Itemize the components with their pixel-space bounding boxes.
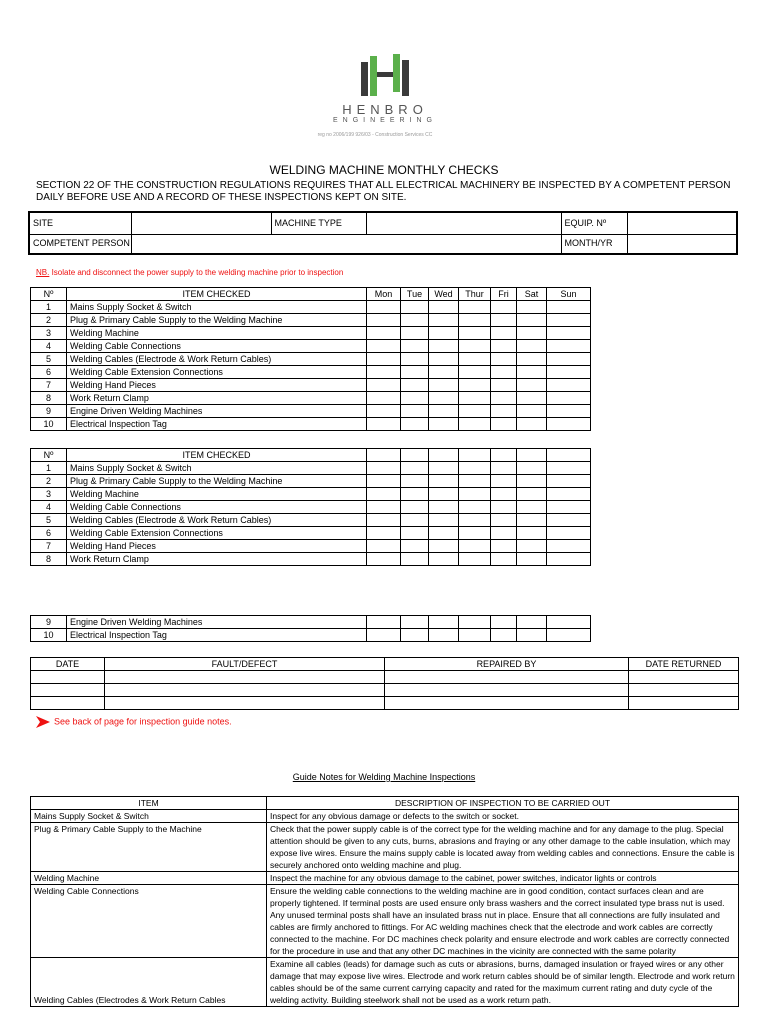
guide-row bbox=[31, 958, 739, 1007]
check-day-cell[interactable] bbox=[401, 314, 429, 327]
check-row-no: 10 bbox=[31, 418, 67, 431]
check-row bbox=[31, 327, 591, 340]
check-row-no: 6 bbox=[31, 527, 67, 540]
logo-brand: HENBRO bbox=[342, 102, 428, 117]
check-row-item: Welding Machine bbox=[67, 327, 367, 340]
note-text: Isolate and disconnect the power supply to the welding machine prior to inspection bbox=[49, 268, 344, 277]
check-day-cell[interactable] bbox=[429, 514, 459, 527]
check-day-cell[interactable] bbox=[429, 327, 459, 340]
guide-row bbox=[31, 885, 739, 958]
check-day-cell[interactable] bbox=[459, 327, 491, 340]
check-day-cell[interactable] bbox=[459, 527, 491, 540]
check-day-cell[interactable] bbox=[401, 366, 429, 379]
arrow-right-icon bbox=[36, 716, 50, 728]
check-day-cell[interactable] bbox=[429, 353, 459, 366]
check-day-cell[interactable] bbox=[367, 301, 401, 314]
check-day-cell[interactable] bbox=[517, 392, 547, 405]
fault-header-returned: DATE RETURNED bbox=[629, 658, 739, 671]
month-yr-field[interactable] bbox=[627, 234, 737, 254]
check-table-1 bbox=[30, 287, 591, 431]
check-row-no: 6 bbox=[31, 366, 67, 379]
check-day-cell[interactable] bbox=[459, 475, 491, 488]
fault-row bbox=[31, 697, 739, 710]
check-day-cell[interactable] bbox=[517, 340, 547, 353]
fault-cell[interactable] bbox=[105, 684, 385, 697]
fault-cell[interactable] bbox=[385, 671, 629, 684]
check-row bbox=[31, 405, 591, 418]
check-row-item: Welding Machine bbox=[67, 488, 367, 501]
guide-row bbox=[31, 823, 739, 872]
check-row-no: 1 bbox=[31, 301, 67, 314]
check-day-cell[interactable] bbox=[367, 527, 401, 540]
check-day-cell[interactable] bbox=[491, 405, 517, 418]
check-day-cell[interactable] bbox=[491, 379, 517, 392]
check-day-cell[interactable] bbox=[367, 353, 401, 366]
check-day-cell[interactable] bbox=[491, 514, 517, 527]
check-header-day bbox=[401, 449, 429, 462]
see-back-text: See back of page for inspection guide notes. bbox=[54, 716, 232, 727]
check-day-cell[interactable] bbox=[517, 553, 547, 566]
check-day-cell[interactable] bbox=[367, 366, 401, 379]
check-day-cell[interactable] bbox=[401, 475, 429, 488]
check-day-cell[interactable] bbox=[429, 314, 459, 327]
check-day-cell[interactable] bbox=[547, 314, 591, 327]
check-day-cell[interactable] bbox=[401, 379, 429, 392]
check-day-cell[interactable] bbox=[367, 514, 401, 527]
check-day-cell[interactable] bbox=[517, 405, 547, 418]
check-day-cell[interactable] bbox=[401, 392, 429, 405]
check-day-cell[interactable] bbox=[401, 501, 429, 514]
check-row-item: Welding Cable Connections bbox=[67, 501, 367, 514]
check-day-cell[interactable] bbox=[429, 616, 459, 629]
check-day-cell[interactable] bbox=[459, 366, 491, 379]
guide-row bbox=[31, 872, 739, 885]
check-day-cell[interactable] bbox=[547, 340, 591, 353]
logo-reg: reg no 2006/199 926/03 - Construction Services CC bbox=[317, 132, 433, 138]
check-day-cell[interactable] bbox=[429, 418, 459, 431]
check-row bbox=[31, 553, 591, 566]
check-day-cell[interactable] bbox=[491, 616, 517, 629]
check-header-day: Sat bbox=[517, 288, 547, 301]
check-day-cell[interactable] bbox=[367, 418, 401, 431]
company-logo bbox=[300, 50, 470, 145]
check-day-cell[interactable] bbox=[367, 540, 401, 553]
check-day-cell[interactable] bbox=[429, 379, 459, 392]
guide-desc: Inspect the machine for any obvious damage to the cabinet, power switches, indicator lights or controls bbox=[267, 872, 739, 885]
check-row-no: 4 bbox=[31, 501, 67, 514]
check-day-cell[interactable] bbox=[459, 629, 491, 642]
check-header-no: Nº bbox=[31, 449, 67, 462]
check-day-cell[interactable] bbox=[517, 475, 547, 488]
check-day-cell[interactable] bbox=[517, 527, 547, 540]
check-row-item: Engine Driven Welding Machines bbox=[67, 616, 367, 629]
check-row-no: 10 bbox=[31, 629, 67, 642]
check-row bbox=[31, 488, 591, 501]
fault-cell[interactable] bbox=[629, 671, 739, 684]
check-day-cell[interactable] bbox=[547, 501, 591, 514]
guide-row bbox=[31, 810, 739, 823]
check-row-no: 8 bbox=[31, 553, 67, 566]
check-row-no: 8 bbox=[31, 392, 67, 405]
check-row-item: Work Return Clamp bbox=[67, 392, 367, 405]
check-row-item: Mains Supply Socket & Switch bbox=[67, 301, 367, 314]
check-day-cell[interactable] bbox=[459, 462, 491, 475]
check-day-cell[interactable] bbox=[367, 462, 401, 475]
check-row bbox=[31, 392, 591, 405]
check-header-day: Sun bbox=[547, 288, 591, 301]
check-day-cell[interactable] bbox=[547, 540, 591, 553]
check-day-cell[interactable] bbox=[547, 353, 591, 366]
check-day-cell[interactable] bbox=[401, 488, 429, 501]
fault-table bbox=[30, 657, 739, 710]
check-day-cell[interactable] bbox=[547, 379, 591, 392]
check-header-no: Nº bbox=[31, 288, 67, 301]
check-day-cell[interactable] bbox=[547, 616, 591, 629]
check-day-cell[interactable] bbox=[459, 314, 491, 327]
check-day-cell[interactable] bbox=[429, 301, 459, 314]
check-day-cell[interactable] bbox=[429, 392, 459, 405]
guide-desc: Ensure the welding cable connections to the welding machine are in good condition, contact surfaces clean and are properly tightened. If terminal posts are used ensure only brass washers and the correct insulated type brass nut is used. Any unused terminal posts shall have an insulated brass nut in place. Ensure that all connections are fully insulated and cables are firmly anchored to fittings. For AC welding machines check that the electrode and work cables are correctly connected to the machine. For DC machines check polarity and ensure electrode and work cables are correctly connected for the procedure in use and that any other DC machines in the vicinity are connected with the same polarity bbox=[267, 885, 739, 958]
check-row-item: Work Return Clamp bbox=[67, 553, 367, 566]
check-row bbox=[31, 527, 591, 540]
fault-cell[interactable] bbox=[385, 684, 629, 697]
check-day-cell[interactable] bbox=[517, 379, 547, 392]
check-row-no: 3 bbox=[31, 488, 67, 501]
check-day-cell[interactable] bbox=[367, 475, 401, 488]
check-day-cell[interactable] bbox=[547, 475, 591, 488]
check-day-cell[interactable] bbox=[367, 314, 401, 327]
check-table-2-continued bbox=[30, 615, 591, 642]
competent-person-label: COMPETENT PERSON bbox=[29, 234, 131, 254]
check-row-no: 7 bbox=[31, 379, 67, 392]
check-row-no: 1 bbox=[31, 462, 67, 475]
check-day-cell[interactable] bbox=[547, 392, 591, 405]
check-day-cell[interactable] bbox=[429, 488, 459, 501]
guide-item: Welding Cable Connections bbox=[31, 885, 267, 958]
guide-header-desc: DESCRIPTION OF INSPECTION TO BE CARRIED OUT bbox=[267, 797, 739, 810]
fault-cell[interactable] bbox=[105, 697, 385, 710]
check-row bbox=[31, 418, 591, 431]
guide-header-item: ITEM bbox=[31, 797, 267, 810]
check-day-cell[interactable] bbox=[401, 418, 429, 431]
check-row bbox=[31, 501, 591, 514]
check-day-cell[interactable] bbox=[517, 540, 547, 553]
fault-cell[interactable] bbox=[105, 671, 385, 684]
guide-item: Welding Machine bbox=[31, 872, 267, 885]
machine-type-field[interactable] bbox=[366, 212, 561, 234]
check-day-cell[interactable] bbox=[401, 540, 429, 553]
intro-text: SECTION 22 OF THE CONSTRUCTION REGULATIONS REQUIRES THAT ALL ELECTRICAL MACHINERY BE INSPECTED BY A COMPETENT PERSON DAILY BEFORE USE AND A RECORD OF THESE INSPECTIONS KEPT ON SITE. bbox=[36, 180, 731, 203]
check-row-no: 2 bbox=[31, 314, 67, 327]
check-row-item: Welding Cables (Electrode & Work Return Cables) bbox=[67, 353, 367, 366]
check-day-cell[interactable] bbox=[491, 327, 517, 340]
check-row-item: Welding Cables (Electrode & Work Return Cables) bbox=[67, 514, 367, 527]
nb-label: NB. bbox=[36, 268, 50, 277]
check-row bbox=[31, 616, 591, 629]
check-day-cell[interactable] bbox=[367, 629, 401, 642]
fault-cell[interactable] bbox=[629, 684, 739, 697]
check-day-cell[interactable] bbox=[547, 366, 591, 379]
check-day-cell[interactable] bbox=[401, 514, 429, 527]
month-yr-label: MONTH/YR bbox=[561, 234, 627, 254]
see-back-note bbox=[36, 716, 232, 728]
header-form bbox=[28, 211, 738, 255]
check-day-cell[interactable] bbox=[547, 405, 591, 418]
check-row-item: Welding Hand Pieces bbox=[67, 379, 367, 392]
check-day-cell[interactable] bbox=[367, 501, 401, 514]
check-row-item: Mains Supply Socket & Switch bbox=[67, 462, 367, 475]
fault-cell[interactable] bbox=[629, 697, 739, 710]
check-day-cell[interactable] bbox=[459, 418, 491, 431]
check-day-cell[interactable] bbox=[491, 353, 517, 366]
check-day-cell[interactable] bbox=[459, 379, 491, 392]
check-header-day: Mon bbox=[367, 288, 401, 301]
check-day-cell[interactable] bbox=[517, 488, 547, 501]
check-day-cell[interactable] bbox=[517, 353, 547, 366]
check-day-cell[interactable] bbox=[367, 405, 401, 418]
check-day-cell[interactable] bbox=[429, 553, 459, 566]
check-row-item: Electrical Inspection Tag bbox=[67, 629, 367, 642]
check-header-day bbox=[517, 449, 547, 462]
check-row bbox=[31, 629, 591, 642]
henbro-logo-icon bbox=[355, 50, 415, 100]
logo-sub: ENGINEERING bbox=[332, 117, 437, 124]
check-day-cell[interactable] bbox=[367, 327, 401, 340]
check-row-no: 5 bbox=[31, 353, 67, 366]
check-day-cell[interactable] bbox=[401, 405, 429, 418]
check-day-cell[interactable] bbox=[517, 366, 547, 379]
check-row-no: 7 bbox=[31, 540, 67, 553]
check-day-cell[interactable] bbox=[547, 514, 591, 527]
check-day-cell[interactable] bbox=[517, 327, 547, 340]
check-day-cell[interactable] bbox=[401, 462, 429, 475]
check-row-item: Electrical Inspection Tag bbox=[67, 418, 367, 431]
check-day-cell[interactable] bbox=[547, 553, 591, 566]
check-day-cell[interactable] bbox=[429, 462, 459, 475]
check-header-day: Wed bbox=[429, 288, 459, 301]
check-day-cell[interactable] bbox=[367, 392, 401, 405]
check-day-cell[interactable] bbox=[401, 616, 429, 629]
check-day-cell[interactable] bbox=[459, 488, 491, 501]
fault-cell[interactable] bbox=[31, 671, 105, 684]
check-header-day bbox=[547, 449, 591, 462]
check-day-cell[interactable] bbox=[459, 301, 491, 314]
check-header-day: Fri bbox=[491, 288, 517, 301]
check-row-no: 5 bbox=[31, 514, 67, 527]
check-day-cell[interactable] bbox=[517, 301, 547, 314]
check-row bbox=[31, 462, 591, 475]
check-day-cell[interactable] bbox=[401, 301, 429, 314]
check-row-no: 9 bbox=[31, 616, 67, 629]
check-day-cell[interactable] bbox=[429, 629, 459, 642]
machine-type-label: MACHINE TYPE bbox=[271, 212, 366, 234]
check-day-cell[interactable] bbox=[491, 540, 517, 553]
check-day-cell[interactable] bbox=[429, 527, 459, 540]
check-row-item: Plug & Primary Cable Supply to the Welding Machine bbox=[67, 314, 367, 327]
check-day-cell[interactable] bbox=[459, 353, 491, 366]
check-row bbox=[31, 366, 591, 379]
check-day-cell[interactable] bbox=[517, 462, 547, 475]
check-day-cell[interactable] bbox=[401, 553, 429, 566]
check-row-item: Welding Cable Extension Connections bbox=[67, 527, 367, 540]
guide-item: Mains Supply Socket & Switch bbox=[31, 810, 267, 823]
check-header-day bbox=[367, 449, 401, 462]
check-row-item: Engine Driven Welding Machines bbox=[67, 405, 367, 418]
check-day-cell[interactable] bbox=[459, 514, 491, 527]
guide-title: Guide Notes for Welding Machine Inspections bbox=[292, 772, 476, 782]
guide-desc: Inspect for any obvious damage or defects to the switch or socket. bbox=[267, 810, 739, 823]
site-label: SITE bbox=[29, 212, 131, 234]
check-row-no: 2 bbox=[31, 475, 67, 488]
check-day-cell[interactable] bbox=[547, 527, 591, 540]
check-row-no: 4 bbox=[31, 340, 67, 353]
guide-item: Welding Cables (Electrodes & Work Return Cables bbox=[31, 958, 267, 1007]
check-day-cell[interactable] bbox=[517, 501, 547, 514]
check-day-cell[interactable] bbox=[517, 514, 547, 527]
check-row bbox=[31, 540, 591, 553]
check-day-cell[interactable] bbox=[367, 340, 401, 353]
check-day-cell[interactable] bbox=[547, 327, 591, 340]
check-header-day bbox=[459, 449, 491, 462]
page-title: WELDING MACHINE MONTHLY CHECKS bbox=[269, 163, 499, 177]
check-day-cell[interactable] bbox=[401, 527, 429, 540]
check-header-day: Tue bbox=[401, 288, 429, 301]
check-day-cell[interactable] bbox=[429, 501, 459, 514]
check-day-cell[interactable] bbox=[401, 353, 429, 366]
check-day-cell[interactable] bbox=[547, 418, 591, 431]
check-day-cell[interactable] bbox=[459, 540, 491, 553]
check-header-item: ITEM CHECKED bbox=[67, 449, 367, 462]
check-day-cell[interactable] bbox=[429, 405, 459, 418]
check-row bbox=[31, 340, 591, 353]
check-row-item: Plug & Primary Cable Supply to the Welding Machine bbox=[67, 475, 367, 488]
check-day-cell[interactable] bbox=[367, 379, 401, 392]
guide-item: Plug & Primary Cable Supply to the Machine bbox=[31, 823, 267, 872]
check-day-cell[interactable] bbox=[459, 553, 491, 566]
check-header-day: Thur bbox=[459, 288, 491, 301]
fault-cell[interactable] bbox=[31, 697, 105, 710]
check-day-cell[interactable] bbox=[459, 501, 491, 514]
check-row-item: Welding Cable Connections bbox=[67, 340, 367, 353]
check-day-cell[interactable] bbox=[491, 462, 517, 475]
check-day-cell[interactable] bbox=[547, 462, 591, 475]
fault-header-date: DATE bbox=[31, 658, 105, 671]
check-day-cell[interactable] bbox=[491, 392, 517, 405]
check-day-cell[interactable] bbox=[517, 616, 547, 629]
check-day-cell[interactable] bbox=[491, 527, 517, 540]
check-day-cell[interactable] bbox=[491, 488, 517, 501]
check-row-no: 9 bbox=[31, 405, 67, 418]
check-day-cell[interactable] bbox=[459, 405, 491, 418]
check-day-cell[interactable] bbox=[429, 475, 459, 488]
check-day-cell[interactable] bbox=[491, 553, 517, 566]
check-header-day bbox=[491, 449, 517, 462]
fault-header-repaired: REPAIRED BY bbox=[385, 658, 629, 671]
check-day-cell[interactable] bbox=[491, 366, 517, 379]
check-day-cell[interactable] bbox=[401, 629, 429, 642]
equip-no-field[interactable] bbox=[627, 212, 737, 234]
check-day-cell[interactable] bbox=[491, 418, 517, 431]
check-day-cell[interactable] bbox=[429, 340, 459, 353]
check-header-day bbox=[429, 449, 459, 462]
check-day-cell[interactable] bbox=[517, 418, 547, 431]
check-day-cell[interactable] bbox=[459, 340, 491, 353]
isolation-note bbox=[36, 268, 343, 277]
guide-desc: Check that the power supply cable is of the correct type for the welding machine and for any damage to the plug. Special attention should be given to any cuts, burns, abrasions and fraying or any other damage to the cable insulation, which may expose live wires. Ensure the mains supply cable is located away from welding cables and connections. Ensure the cable is securely anchored onto welding machine and plug. bbox=[267, 823, 739, 872]
check-day-cell[interactable] bbox=[401, 327, 429, 340]
check-row bbox=[31, 353, 591, 366]
check-day-cell[interactable] bbox=[367, 553, 401, 566]
check-header-item: ITEM CHECKED bbox=[67, 288, 367, 301]
check-day-cell[interactable] bbox=[459, 616, 491, 629]
check-day-cell[interactable] bbox=[517, 629, 547, 642]
competent-person-field[interactable] bbox=[131, 234, 561, 254]
check-row bbox=[31, 301, 591, 314]
guide-table bbox=[30, 796, 739, 1007]
check-day-cell[interactable] bbox=[491, 301, 517, 314]
check-row-item: Welding Hand Pieces bbox=[67, 540, 367, 553]
check-row bbox=[31, 379, 591, 392]
check-day-cell[interactable] bbox=[547, 629, 591, 642]
check-row bbox=[31, 514, 591, 527]
check-day-cell[interactable] bbox=[367, 616, 401, 629]
fault-cell[interactable] bbox=[31, 684, 105, 697]
check-day-cell[interactable] bbox=[429, 540, 459, 553]
check-day-cell[interactable] bbox=[459, 392, 491, 405]
check-table-2 bbox=[30, 448, 591, 566]
check-day-cell[interactable] bbox=[401, 340, 429, 353]
equip-no-label: EQUIP. Nº bbox=[561, 212, 627, 234]
check-row bbox=[31, 314, 591, 327]
check-row-item: Welding Cable Extension Connections bbox=[67, 366, 367, 379]
check-day-cell[interactable] bbox=[367, 488, 401, 501]
fault-row bbox=[31, 684, 739, 697]
fault-header-fault: FAULT/DEFECT bbox=[105, 658, 385, 671]
fault-cell[interactable] bbox=[385, 697, 629, 710]
check-day-cell[interactable] bbox=[547, 488, 591, 501]
check-row bbox=[31, 475, 591, 488]
site-field[interactable] bbox=[131, 212, 271, 234]
fault-row bbox=[31, 671, 739, 684]
check-day-cell[interactable] bbox=[491, 340, 517, 353]
check-day-cell[interactable] bbox=[517, 314, 547, 327]
check-day-cell[interactable] bbox=[429, 366, 459, 379]
check-day-cell[interactable] bbox=[547, 301, 591, 314]
check-day-cell[interactable] bbox=[491, 629, 517, 642]
check-day-cell[interactable] bbox=[491, 501, 517, 514]
check-row-no: 3 bbox=[31, 327, 67, 340]
check-day-cell[interactable] bbox=[491, 475, 517, 488]
check-day-cell[interactable] bbox=[491, 314, 517, 327]
guide-desc: Examine all cables (leads) for damage such as cuts or abrasions, burns, damaged insulation or frayed wires or any other damage that may expose live wires. Electrode and work return cables should be of similar length. Electrode and work return cables should be of the same current carrying capacity and rated for the maximum current rating and duty cycle of the welding activity. Building steelwork shall not be used as a work return path. bbox=[267, 958, 739, 1007]
